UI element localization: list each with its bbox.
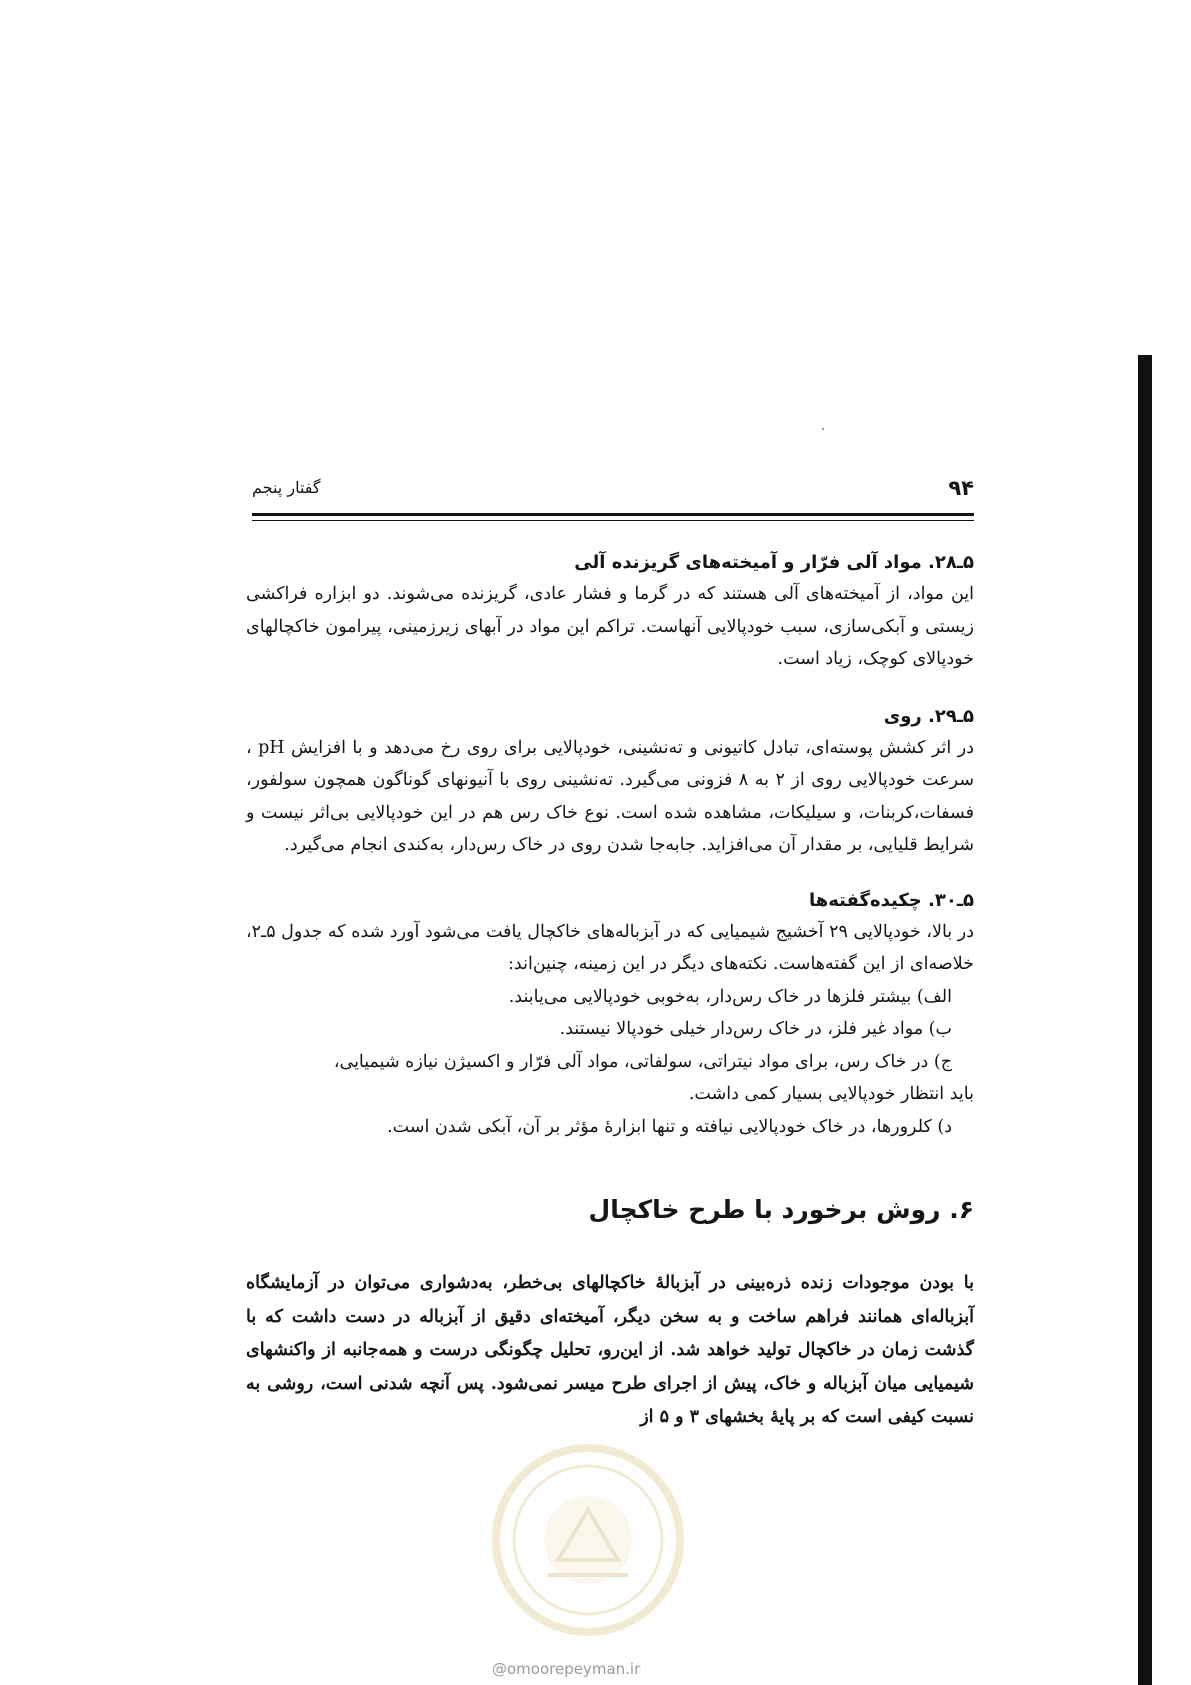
watermark-site: @omoorepeyman.ir [492,1660,641,1678]
section-body-6: با بودن موجودات زنده ذره‌بینی در آبزبالهٔ خاکچالهای بی‌خطر، به‌دشواری می‌توان در آزمایشگاه آبزباله‌ای همانند فراهم ساخت و به سخن دیگر، آمیخته‌ای دقیق از آبزباله در دست داشت که با گذشت زمان در خاکچال تولید خواهد شد. از این‌رو، تحلیل چگونگی درست و همه‌جانبه از واکنشهای شیمیایی میان آبزباله و خاک، پیش از اجرای طرح میسر نمی‌شود. پس آنچه شدنی است، روشی به نسبت کیفی است که بر پایهٔ بخشهای ۳ و ۵ از [246,1273,974,1427]
page-number: ۹۴ [948,476,974,500]
list-item-c-continued: باید انتظار خودپالایی بسیار کمی داشت. [688,1084,974,1104]
page-header [252,476,974,506]
list-item-a: الف) بیشتر فلزها در خاک رس‌دار، به‌خوبی خودپالایی می‌یابند. [508,986,952,1007]
summary-list [246,981,974,1144]
section-heading-6: ۶. روش برخورد با طرح خاکچال [588,1195,974,1224]
scan-speck [822,428,824,430]
chapter-title: گفتار پنجم [252,478,321,497]
section-body-5-29: در اثر کشش پوسته‌ای، تبادل کاتیونی و ته‌نشینی، خودپالایی برای روی رخ می‌دهد و با افزایش pH ، سرعت خودپالایی روی از ۲ به ۸ فزونی می‌گیرد. ته‌نشینی روی با آنیونهای گوناگون همچون سولفور، فسفات،کربنات، و سیلیکات، مشاهده شده است. نوع خاک رس هم در این خودپالایی بی‌اثر نیست و شرایط قلیایی، بر مقدار آن می‌افزاید. جابه‌جا شدن روی در خاک رس‌دار، به‌کندی انجام می‌گیرد. [246,737,974,855]
section-body-5-28: این مواد، از آمیخته‌های آلی هستند که در گرما و فشار عادی، گریزنده می‌شوند. دو ابزاره فراکشی زیستی و آبکی‌سازی، سبب خودپالایی آنهاست. تراکم این مواد در آبهای زیرزمینی، پیرامون خاکچالهای خودپالای کوچک، زیاد است. [246,584,974,669]
header-rule-thick [252,513,974,516]
section-heading-5-28: ۵ـ۲۸. مواد آلی فرّار و آمیخته‌های گریزنده آلی [574,552,974,573]
list-item-d: د) کلرورها، در خاک خودپالایی نیافته و تنها ابزارهٔ مؤثر بر آن، آبکی شدن است. [387,1116,952,1137]
scan-edge-bar [1138,355,1152,1685]
section-heading-5-29: ۵ـ۲۹. روی [883,705,974,727]
section-heading-5-30: ۵ـ۳۰. چکیده‌گفته‌ها [809,889,974,911]
list-item-c: ج) در خاک رس، برای مواد نیتراتی، سولفاتی، مواد آلی فرّار و اکسیژن نیازه شیمیایی، [333,1051,952,1072]
page-content [246,548,974,1435]
list-item-b: ب) مواد غیر فلز، در خاک رس‌دار خیلی خودپالا نیستند. [559,1019,952,1039]
section-intro-5-30: در بالا، خودپالایی ۲۹ آخشیج شیمیایی که در آبزباله‌های خاکچال یافت می‌شود آورد شده که جدول ۵ـ۲، خلاصه‌ای از این گفته‌هاست. نکته‌های دیگر در این زمینه، چنین‌اند: [246,921,974,974]
watermark-seal-icon [488,1440,688,1640]
header-rule-thin [252,520,974,521]
